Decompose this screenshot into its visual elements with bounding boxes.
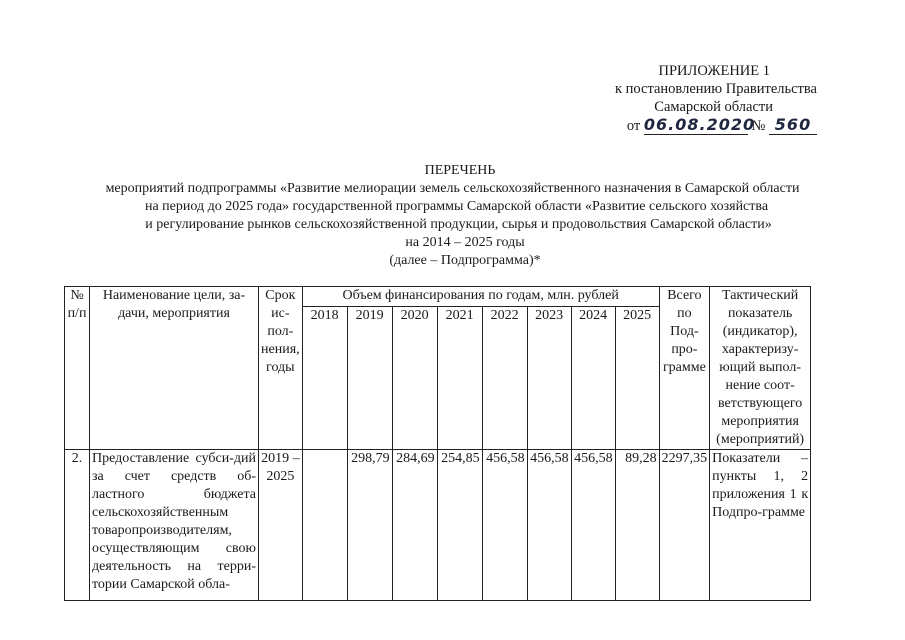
header-year: 2018 [302, 307, 347, 450]
header-financing: Объем финансирования по годам, млн. рублей [302, 287, 659, 307]
header-year: 2023 [527, 307, 571, 450]
header-year: 2022 [482, 307, 527, 450]
header-year: 2020 [392, 307, 437, 450]
header-year: 2021 [437, 307, 482, 450]
row-no: 2. [65, 450, 90, 601]
header-term: Срок ис- пол- нения, годы [259, 287, 303, 450]
table-row [65, 450, 811, 601]
row-total: 2297,35 [659, 450, 710, 601]
header-indicator: Тактический показатель (индикатор), характеризу- ющий выпол- нение соот- ветствующего мероприятия (мероприятий) [710, 287, 811, 450]
row-value: 284,69 [392, 450, 437, 601]
row-value: 89,28 [615, 450, 659, 601]
header-name: Наименование цели, за- дачи, мероприятия [90, 287, 259, 450]
header-year: 2024 [571, 307, 615, 450]
title-line-1: мероприятий подпрограммы «Развитие мелиорации земель сельскохозяйственного назначения в Самарской области [105, 181, 800, 196]
appendix-date-line [615, 116, 817, 135]
row-value: 298,79 [347, 450, 392, 601]
row-value [302, 450, 347, 601]
row-value: 456,58 [482, 450, 527, 601]
title-line-5: (далее – Подпрограмма)* [389, 253, 541, 268]
header-total: Всего по Под- про- грамме [659, 287, 710, 450]
title-line-3: и регулирование рынков сельскохозяйственной продукции, сырья и продовольствия Самарской области» [145, 217, 772, 232]
title-line-2: на период до 2025 года» государственной программы Самарской области «Развитие сельского хозяйства [144, 199, 769, 214]
table-header-row [65, 287, 811, 307]
measures-table [64, 286, 811, 601]
handwritten-date: 06.08.2020 [643, 115, 756, 134]
appendix-decree: к постановлению Правительства [615, 81, 817, 97]
header-year: 2019 [347, 307, 392, 450]
number-prefix: № [751, 118, 766, 134]
header-no: № п/п [65, 287, 90, 450]
header-year: 2025 [615, 307, 659, 450]
date-prefix: от [626, 118, 641, 134]
row-value: 254,85 [437, 450, 482, 601]
row-value: 456,58 [571, 450, 615, 601]
appendix-title: ПРИЛОЖЕНИЕ 1 [658, 63, 770, 79]
row-indicator: Показатели – пункты 1, 2 приложения 1 к Подпро-грамме [710, 450, 811, 601]
title-heading: ПЕРЕЧЕНЬ [424, 163, 496, 178]
title-line-4: на 2014 – 2025 годы [405, 235, 525, 250]
appendix-block [615, 62, 817, 135]
row-term: 2019 – 2025 [259, 450, 303, 601]
appendix-region: Самарской области [654, 99, 773, 115]
row-value: 456,58 [527, 450, 571, 601]
handwritten-number: 560 [769, 116, 817, 135]
document-title [0, 162, 905, 270]
row-name: Предоставление субси-дий за счет средств об-ластного бюджета сельскохозяйственным товаропроизводителям, осуществляющим свою деятельность на терри-тории Самарской обла- [90, 450, 259, 601]
